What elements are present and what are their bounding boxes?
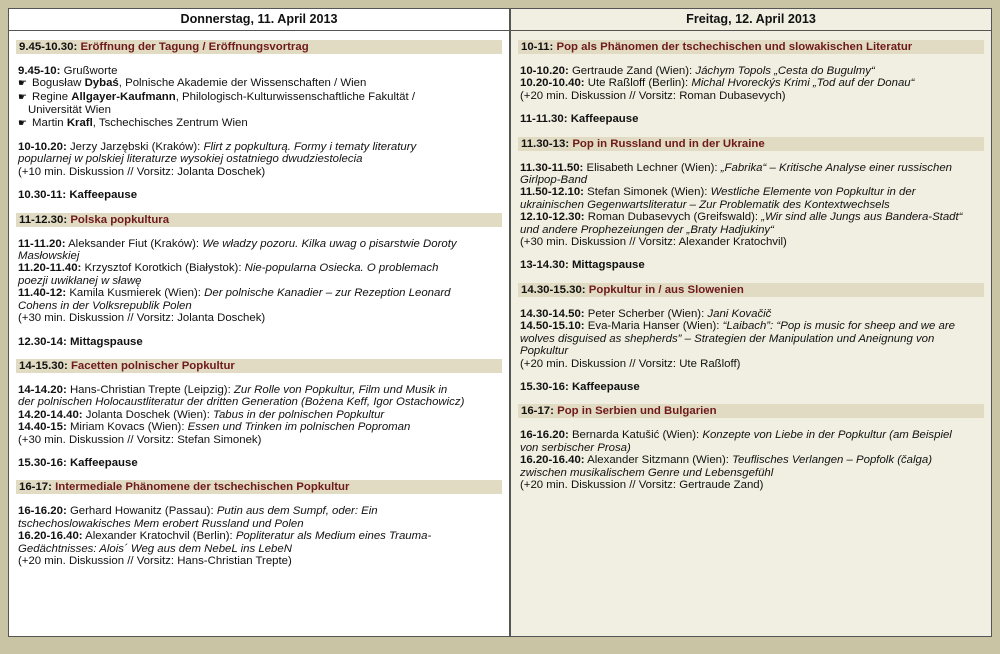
program-item: 16-16.20: Gerhard Howanitz (Passau): Putin aus dem Sumpf, oder: Ein tschechoslowakisches Mem erobert Russland und Polen 16.20-16.40: Alexander Kratochvil (Berlin): Popliteratur als Medium eines Trauma- Gedächtnisses: Alois´ Weg aus dem NebeL ins LebeN (+20 min. Diskussion // Vorsitz: Hans-Christian Trepte) — [18, 505, 432, 567]
break-item: 10.30-11: Kaffeepause — [18, 189, 138, 202]
day-header: Freitag, 12. April 2013 — [511, 9, 991, 31]
section-header: 14-15.30: Facetten polnischer Popkultur — [16, 359, 502, 373]
break-item: 13-14.30: Mittagspause — [520, 259, 645, 272]
pointing-hand-icon: ☛ — [18, 78, 27, 90]
section-header: 16-17: Pop in Serbien und Bulgarien — [518, 404, 984, 418]
pointing-hand-icon: ☛ — [18, 117, 27, 129]
program-item: 11-11.20: Aleksander Fiut (Kraków): We władzy pozoru. Kilka uwag o pisarstwie Doroty Masłowskiej 11.20-11.40: Krzysztof Korotkich (Białystok): Nie-popularna Osiecka. O problemach poezji uwikłanej w sławę 11.40-12: Kamila Kusmierek (Wien): Der polnische Kanadier – zur Rezeption Leonard Cohens in der Volksrepublik Polen (+30 min. Diskussion // Vorsitz: Jolanta Doschek) — [18, 237, 457, 325]
day-column-friday — [510, 8, 992, 637]
section-header: 10-11: Pop als Phänomen der tschechischen und slowakischen Literatur — [518, 40, 984, 54]
program-item: 11.30-11.50: Elisabeth Lechner (Wien): „Fabrika“ – Kritische Analyse einer russischen Girlpop-Band 11.50-12.10: Stefan Simonek (Wien): Westliche Elemente von Popkultur in der ukrainischen Gegenwartsliteratur – Zur Problematik des Kontextwechsels 12.10-12.30: Roman Dubasevych (Greifswald): „Wir sind alle Jungs aus Bandera-Stadt“ und andere Prophezeiungen der „Braty Hadjukiny“ (+30 min. Diskussion // Vorsitz: Alexander Kratochvil) — [520, 161, 963, 249]
program-item: 14.30-14.50: Peter Scherber (Wien): Jani Kovačič 14.50-15.10: Eva-Maria Hanser (Wien): “Laibach”: “Pop is music for sheep and we are wolves disguised as shepherds” – Strategien der Manipulation und Aneignung von Popkultur (+20 min. Diskussion // Vorsitz: Ute Raßloff) — [520, 307, 955, 370]
day-column-thursday — [8, 8, 510, 637]
section-header: 11.30-13: Pop in Russland und in der Ukraine — [518, 137, 984, 151]
break-item: 15.30-16: Kaffeepause — [18, 456, 138, 469]
program-item: 10-10.20: Gertraude Zand (Wien): Jáchym Topols „Cesta do Bugulmy“ 10.20-10.40: Ute Raßloff (Berlin): Michal Hvoreckýs Krimi „Tod auf der Donau“ (+20 min. Diskussion // Vorsitz: Roman Dubasevych) — [520, 65, 915, 102]
program-item: 14-14.20: Hans-Christian Trepte (Leipzig): Zur Rolle von Popkultur, Film und Musik in der polnischen Holocaustliteratur der dritten Generation (Bożena Keff, Igor Ostachowicz) 14.20-14.40: Jolanta Doschek (Wien): Tabus in der polnischen Popkultur 14.40-15: Miriam Kovacs (Wien): Essen und Trinken im polnischen Poproman (+30 min. Diskussion // Vorsitz: Stefan Simonek) — [18, 383, 465, 446]
day-header: Donnerstag, 11. April 2013 — [9, 9, 509, 31]
section-header: 9.45-10.30: Eröffnung der Tagung / Eröffnungsvortrag — [16, 40, 502, 54]
program-item: 9.45-10: Grußworte ☛ Bogusław Dybaś, Polnische Akademie der Wissenschaften / Wien ☛ Regine Allgayer-Kaufmann, Philologisch-Kulturwissenschaftliche Fakultät / Universität Wien ☛ Martin Krafl, Tschechisches Zentrum Wien — [18, 65, 416, 129]
program-item: 10-10.20: Jerzy Jarzębski (Kraków): Flirt z popkulturą. Formy i tematy literatury popularnej w polskiej literaturze wysokiej ostatniego dwudziestolecia (+10 min. Diskussion // Vorsitz: Jolanta Doschek) — [18, 141, 417, 178]
break-item: 11-11.30: Kaffeepause — [520, 113, 639, 126]
section-header: 16-17: Intermediale Phänomene der tschechischen Popkultur — [16, 480, 502, 494]
section-header: 11-12.30: Polska popkultura — [16, 213, 502, 227]
program-table — [8, 8, 992, 639]
pointing-hand-icon: ☛ — [18, 91, 27, 103]
break-item: 12.30-14: Mittagspause — [18, 335, 143, 348]
program-item: 16-16.20: Bernarda Katušić (Wien): Konzepte von Liebe in der Popkultur (am Beispiel von serbischer Prosa) 16.20-16.40: Alexander Sitzmann (Wien): Teuflisches Verlangen – Popfolk (čalga) zwischen musikalischem Genre und Lebensgefühl (+20 min. Diskussion // Vorsitz: Gertraude Zand) — [520, 429, 952, 491]
break-item: 15.30-16: Kaffeepause — [520, 380, 640, 393]
section-header: 14.30-15.30: Popkultur in / aus Slowenien — [518, 283, 984, 297]
